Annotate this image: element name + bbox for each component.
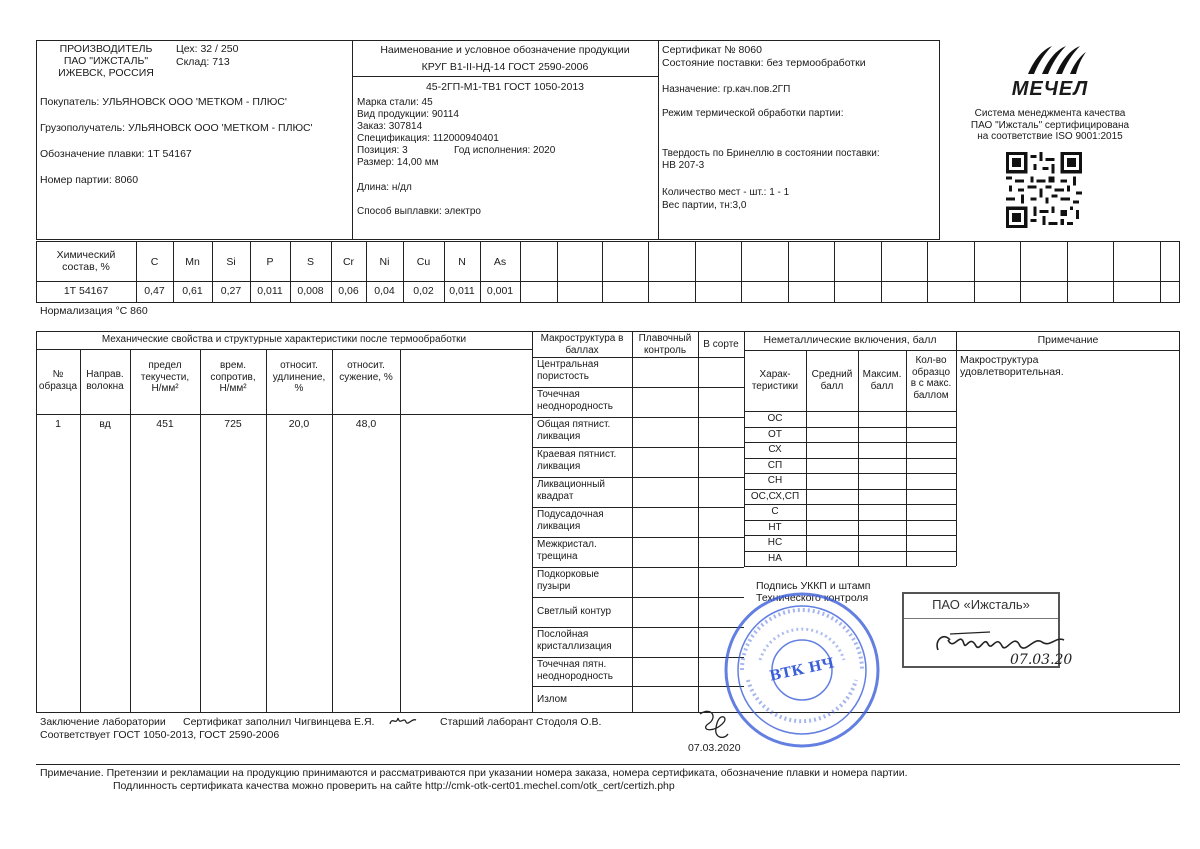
shop-number: Цех: 32 / 250: [176, 43, 239, 55]
signature-caption: Подпись УККП и штамп Технического контроля: [756, 580, 871, 605]
mech-col-line: [332, 349, 333, 713]
mech-value: 725: [224, 418, 242, 430]
macro-row-label: Точечная неоднородность: [537, 389, 613, 412]
normalization: Нормализация °С 860: [40, 305, 148, 317]
macro-row-label: Точечная пятн. неоднородность: [537, 659, 613, 682]
lab-signature: [694, 704, 734, 744]
order-number: Заказ: 307814: [357, 121, 423, 132]
places-count: Количество мест - шт.: 1 - 1: [662, 187, 790, 198]
macro-row-label: Ликвационный квадрат: [537, 479, 605, 502]
macro-row-line: [532, 477, 744, 478]
heat-treatment: Режим термической обработки партии:: [662, 108, 844, 119]
incl-row-label: ОТ: [768, 428, 782, 440]
chem-col-line: [1160, 241, 1161, 303]
qr-code: [1006, 152, 1082, 228]
chem-col-line: [788, 241, 789, 303]
chemistry-melt: 1Т 54167: [63, 285, 109, 297]
chem-col-line: [1020, 241, 1021, 303]
incl-row-line: [744, 504, 956, 505]
chem-value: 0,011: [449, 285, 475, 297]
mech-col-line: [200, 349, 201, 713]
size: Размер: 14,00 мм: [357, 157, 439, 168]
chem-element: Ni: [379, 256, 390, 268]
incl-row-line: [744, 520, 956, 521]
handwritten-date: 07.03.20: [1010, 652, 1073, 668]
macro-header: Макроструктура в баллах: [540, 333, 624, 356]
incl-row-line: [744, 442, 956, 443]
note-text: Макроструктура удовлетворительная.: [960, 354, 1064, 379]
chem-element: Cu: [416, 256, 431, 268]
macro-row-label: Подусадочная ликвация: [537, 509, 604, 532]
mech-header: № образца: [38, 369, 78, 392]
certificate-date: 07.03.2020: [688, 742, 741, 754]
macro-row-line: [532, 417, 744, 418]
rect-stamp-title: ПАО «Ижсталь»: [932, 597, 1030, 612]
brand-name: МЕЧЕЛ: [1011, 78, 1089, 100]
macro-row-label: Центральная пористость: [537, 359, 599, 382]
chem-col-line: [602, 241, 603, 303]
incl-row-label: СН: [767, 475, 783, 486]
chemistry-title: Химический состав, %: [56, 249, 116, 274]
incl-row-label: ОС: [767, 413, 783, 424]
chem-element: P: [266, 256, 274, 268]
chem-element: Cr: [342, 256, 355, 268]
position: Позиция: 3: [357, 145, 408, 156]
macro-row-label: Послойная кристаллизация: [537, 629, 612, 652]
macro-row-line: [532, 627, 744, 628]
chem-col-line: [927, 241, 928, 303]
mech-value: 48,0: [355, 418, 377, 430]
chem-element: C: [150, 256, 159, 268]
chem-col-line: [520, 241, 521, 303]
mechanical-title: Механические свойства и структурные характеристики после термообработки: [101, 334, 467, 345]
chem-value: 0,02: [413, 285, 434, 297]
macro-row-line: [532, 657, 744, 658]
chem-value: 0,47: [144, 285, 165, 297]
note-title: Примечание: [1037, 334, 1099, 346]
chem-value: 0,04: [374, 285, 395, 297]
incl-row-line: [744, 458, 956, 459]
incl-header: Максим. балл: [862, 369, 902, 392]
specification: Спецификация: 112000940401: [357, 133, 499, 144]
mech-value: 1: [55, 418, 61, 430]
incl-header: Средний балл: [811, 369, 853, 392]
chem-col-line: [834, 241, 835, 303]
chem-value: 0,27: [220, 285, 242, 297]
chem-element: N: [458, 256, 466, 268]
mech-value: вд: [99, 418, 111, 430]
macro-row-line: [532, 507, 744, 508]
product-code: 45-2ГП-М1-ТВ1 ГОСТ 1050-2013: [425, 81, 585, 93]
chem-value: 0,001: [486, 285, 514, 297]
buyer: Покупатель: УЛЬЯНОВСК ООО 'МЕТКОМ - ПЛЮС': [40, 96, 287, 108]
macro-row-label: Светлый контур: [537, 606, 612, 617]
chem-col-line: [1067, 241, 1068, 303]
footer-note: Примечание. Претензии и рекламации на продукцию принимаются и рассматриваются при указании номера заказа, номера сертификата, обозначение плавки и номера партии.: [40, 767, 908, 779]
incl-row-line: [744, 411, 956, 412]
incl-row-label: НС: [767, 537, 783, 548]
senior-lab: Старший лаборант Стодоля О.В.: [440, 716, 602, 728]
year: Год исполнения: 2020: [454, 145, 556, 156]
incl-header: Харак- теристики: [751, 369, 799, 392]
steel-grade: Марка стали: 45: [357, 97, 433, 108]
mech-col-line: [130, 349, 131, 713]
incl-row-label: СП: [767, 459, 783, 471]
incl-row-label: НТ: [768, 521, 782, 533]
incl-row-label: НА: [768, 552, 782, 564]
product-name: КРУГ В1-II-НД-14 ГОСТ 2590-2006: [421, 61, 589, 73]
mechel-logo-icon: [1020, 42, 1090, 76]
chem-col-line: [1113, 241, 1114, 303]
qms-statement: Система менеджмента качества ПАО "Ижсталь" сертифицирована на соответствие ISO 9001:2015: [970, 108, 1130, 142]
chem-col-line: [648, 241, 649, 303]
hardness: Твердость по Бринеллю в состоянии поставки: НВ 207-3: [662, 148, 880, 171]
producer-name: ПРОИЗВОДИТЕЛЬ ПАО "ИЖСТАЛЬ" ИЖЕВСК, РОССИЯ: [58, 43, 154, 80]
mech-value: 20,0: [288, 418, 310, 430]
mech-col-line: [400, 349, 401, 713]
lab-conclusion: Заключение лаборатории: [40, 716, 166, 728]
chem-col-line: [741, 241, 742, 303]
mech-col-line: [266, 349, 267, 713]
macro-row-line: [532, 387, 744, 388]
chem-col-line: [557, 241, 558, 303]
incl-row-line: [744, 551, 956, 552]
macro-row-line: [532, 686, 744, 687]
incl-row-line: [744, 427, 956, 428]
macro-row-label: Излом: [537, 693, 568, 705]
incl-row-label: ОС,СХ,СП: [750, 490, 800, 502]
macro-row-line: [532, 597, 744, 598]
chem-value: 0,011: [257, 285, 283, 297]
mech-header: относит. сужение, %: [339, 360, 393, 383]
incl-row-line: [744, 535, 956, 536]
chem-value: 0,61: [182, 285, 203, 297]
certificate-number: Сертификат № 8060: [662, 44, 762, 56]
incl-row-line: [744, 566, 956, 567]
chem-value: 0,008: [297, 285, 324, 297]
inclusions-title: Неметаллические включения, балл: [763, 334, 937, 346]
filled-by: Сертификат заполнил Чигвинцева Е.Я.: [183, 716, 375, 728]
conformity: Соответствует ГОСТ 1050-2013, ГОСТ 2590-2006: [40, 729, 280, 741]
macro-row-line: [532, 567, 744, 568]
product-title: Наименование и условное обозначение продукции: [380, 44, 630, 56]
batch-number: Номер партии: 8060: [40, 174, 139, 186]
melting-method: Способ выплавки: электро: [357, 206, 481, 217]
mech-header: относит. удлинение, %: [272, 360, 326, 394]
incl-row-label: С: [771, 506, 779, 517]
melt-control-header: Плавочный контроль: [638, 333, 692, 356]
incl-row-line: [744, 473, 956, 474]
verification-link: Подлинность сертификата качества можно проверить на сайте http://cmk-otk-cert01.mechel.com/otk_cert/certizh.php: [113, 780, 675, 792]
incl-row-label: СХ: [768, 444, 782, 455]
warehouse-number: Склад: 713: [176, 56, 230, 68]
incl-row-line: [744, 489, 956, 490]
chem-element: As: [493, 256, 507, 268]
filler-signature: [388, 712, 418, 728]
chem-element: Mn: [185, 256, 200, 268]
stamp-center-text: ВТК НЧ: [768, 655, 836, 685]
incl-header: Кол-во образцо в с макс. баллом: [910, 355, 952, 401]
chem-col-line: [974, 241, 975, 303]
batch-weight: Вес партии, тн:3,0: [662, 200, 747, 211]
consignee: Грузополучатель: УЛЬЯНОВСК ООО 'МЕТКОМ - ПЛЮС': [40, 122, 313, 134]
product-type: Вид продукции: 90114: [357, 109, 459, 120]
mech-value: 451: [156, 418, 174, 430]
macro-row-line: [532, 447, 744, 448]
macro-row-label: Межкристал. трещина: [537, 539, 597, 562]
macro-row-line: [532, 537, 744, 538]
chem-col-line: [881, 241, 882, 303]
macro-row-label: Подкорковые пузыри: [537, 569, 600, 592]
macro-row-label: Общая пятнист. ликвация: [537, 419, 611, 442]
chem-element: Si: [226, 256, 236, 268]
chem-col-line: [695, 241, 696, 303]
mech-header: врем. сопротив, Н/мм²: [210, 360, 256, 394]
chem-value: 0,06: [338, 285, 359, 297]
chem-element: S: [306, 256, 314, 268]
delivery-state: Состояние поставки: без термообработки: [662, 57, 866, 69]
melt-designation: Обозначение плавки: 1Т 54167: [40, 148, 192, 160]
sort-header: В сорте: [703, 339, 739, 350]
mech-header: предел текучести, Н/мм²: [140, 360, 190, 394]
macro-row-label: Краевая пятнист. ликвация: [537, 449, 617, 472]
mech-header: Направ. волокна: [86, 369, 124, 392]
purpose: Назначение: гр.кач.пов.2ГП: [662, 84, 791, 95]
length: Длина: н/дл: [357, 182, 412, 193]
mech-col-line: [80, 349, 81, 713]
